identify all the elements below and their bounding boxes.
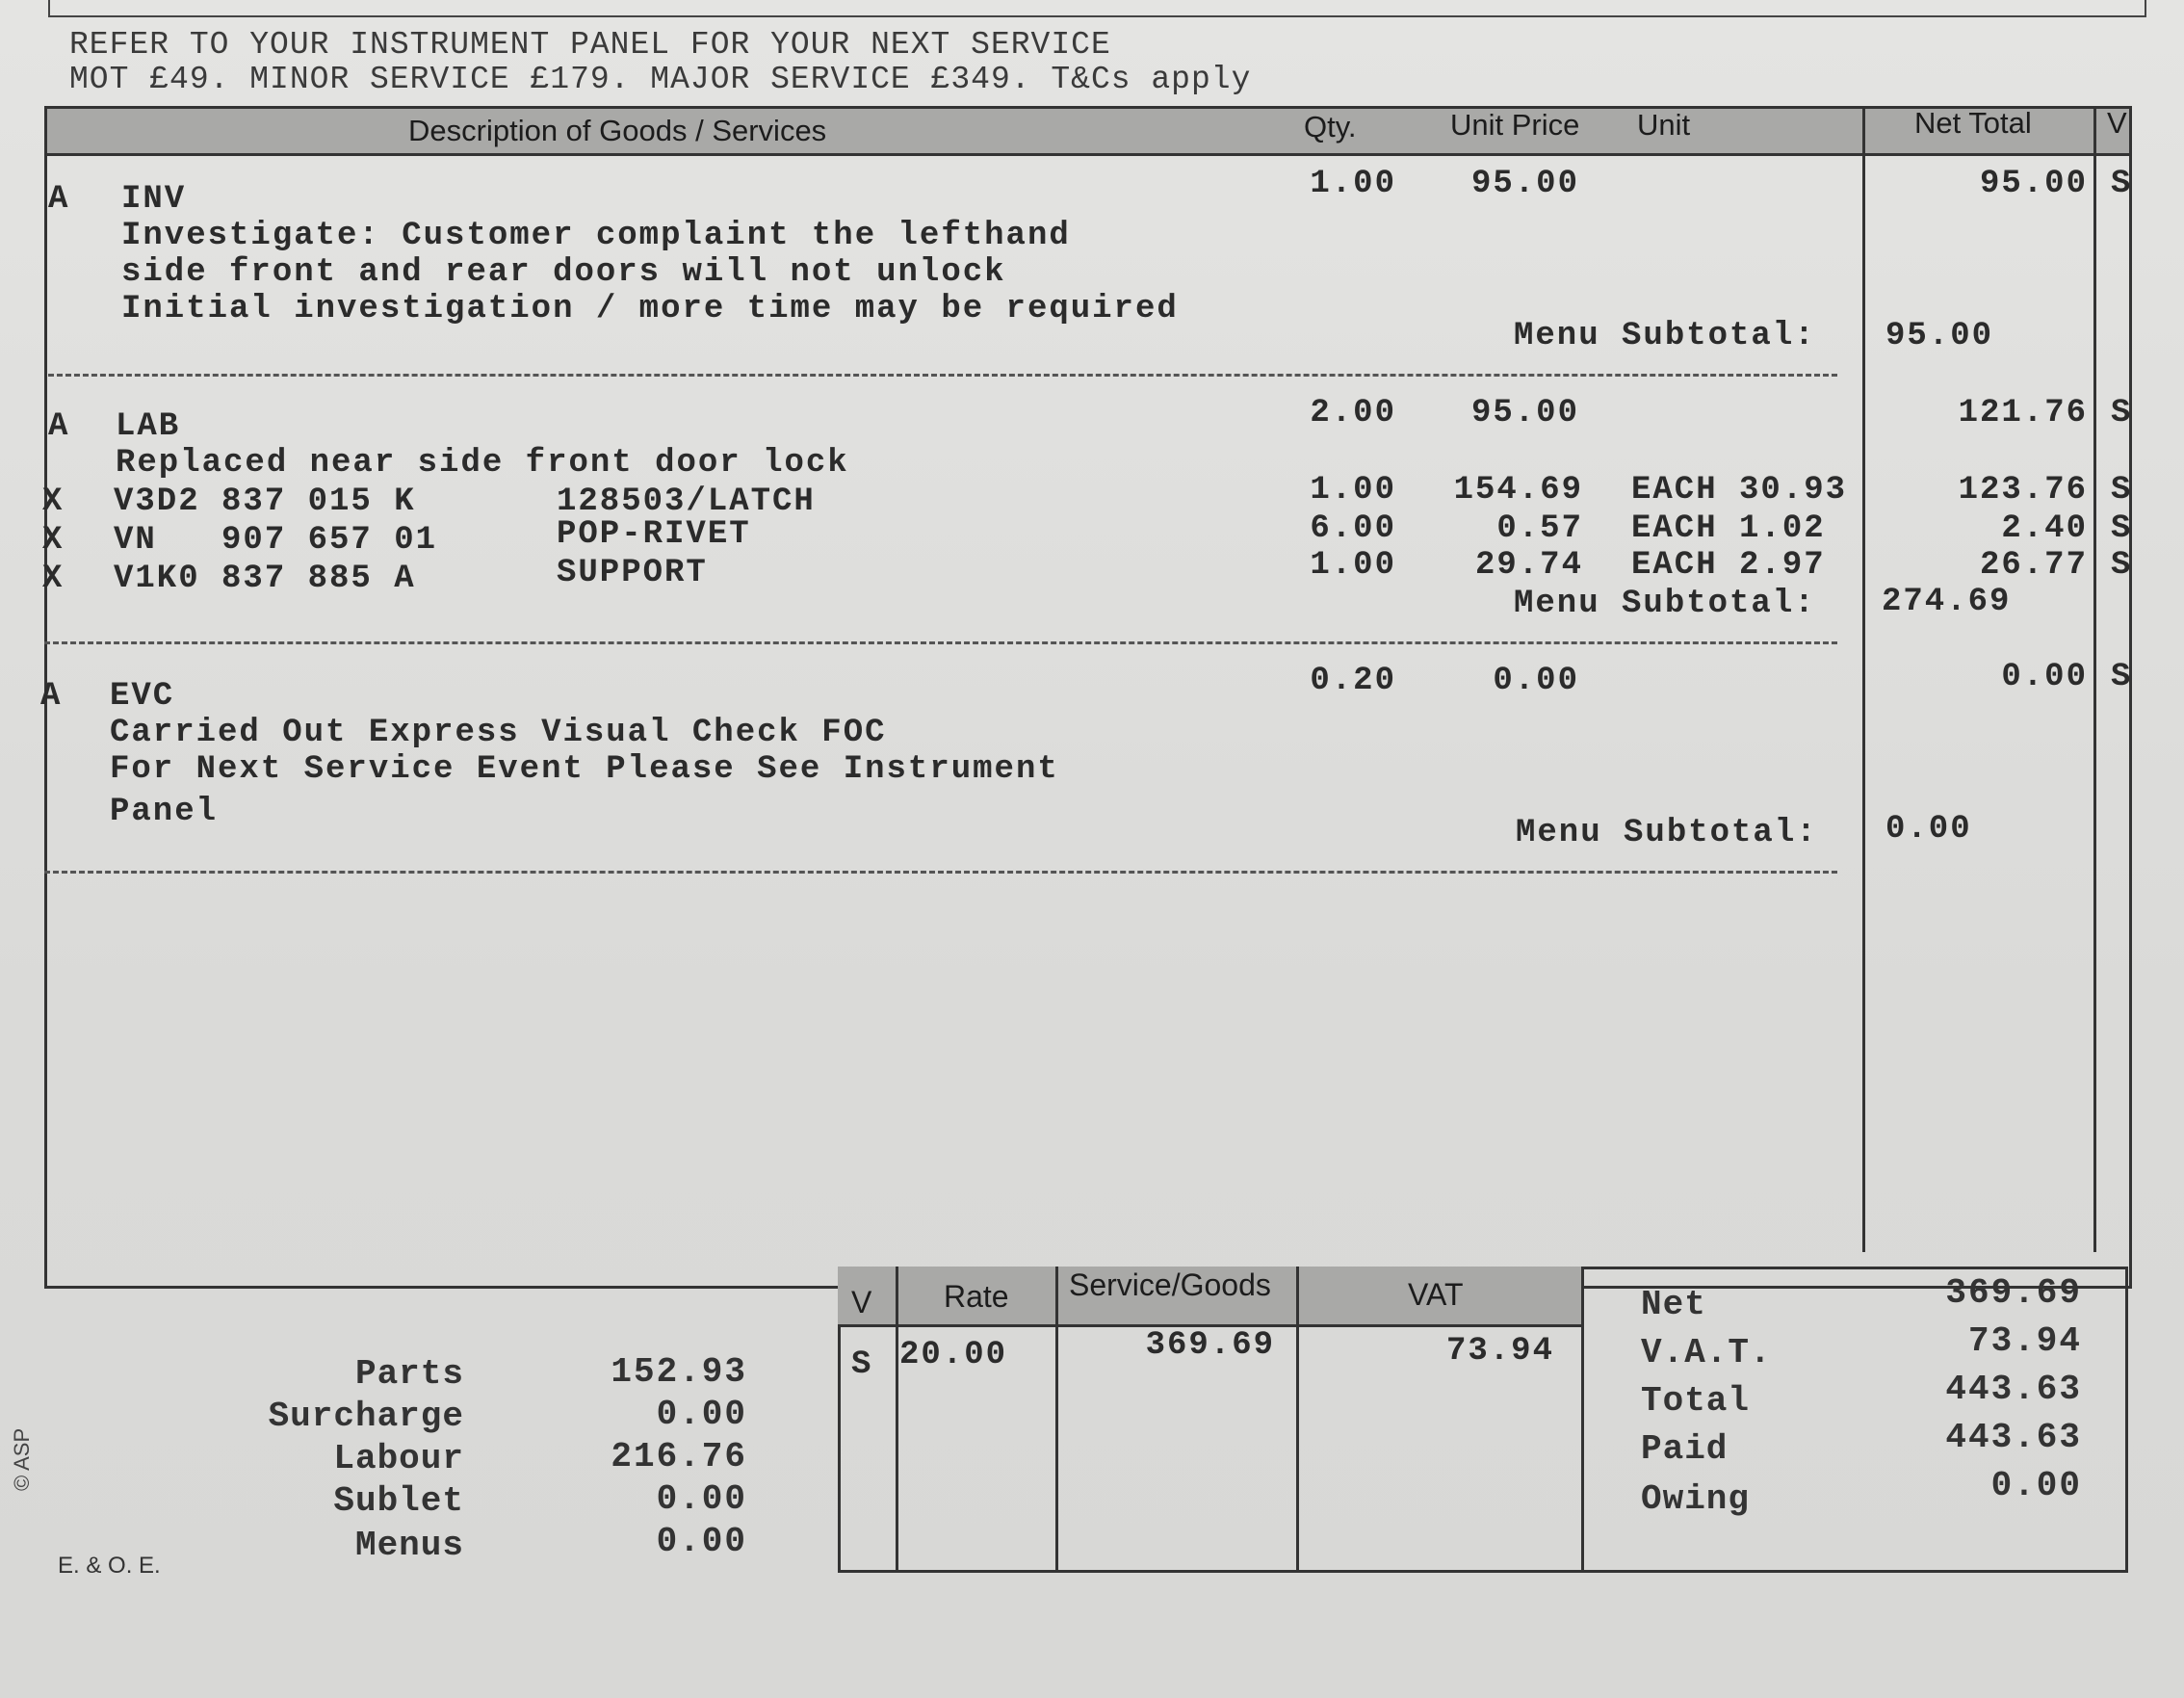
table-header-bar bbox=[44, 106, 2132, 156]
summary-value: 152.93 bbox=[611, 1352, 747, 1392]
vat-column-rule bbox=[1055, 1267, 1058, 1573]
unit-price-value: 0.00 bbox=[1493, 663, 1579, 699]
section-title: EVC bbox=[110, 678, 175, 715]
totals-label: Owing bbox=[1641, 1479, 1751, 1519]
totals-label: Total bbox=[1641, 1381, 1751, 1421]
net-total-value: 95.00 bbox=[1979, 166, 2088, 202]
section-title: LAB bbox=[116, 408, 181, 445]
totals-value: 73.94 bbox=[1967, 1321, 2082, 1361]
summary-value: 0.00 bbox=[656, 1395, 747, 1434]
section-line: Replaced near side front door lock bbox=[116, 445, 849, 482]
part-description: 128503/LATCH bbox=[557, 483, 816, 520]
section-code: A bbox=[48, 181, 70, 218]
net-total-value: 121.76 bbox=[1958, 395, 2088, 431]
header-v: V bbox=[2107, 106, 2127, 140]
vat-code: S bbox=[2111, 659, 2133, 695]
vat-column-rule bbox=[1296, 1267, 1299, 1573]
part-code: X bbox=[42, 522, 65, 559]
section-code: A bbox=[48, 408, 70, 445]
summary-value: 216.76 bbox=[611, 1437, 747, 1476]
vat-header-service-goods: Service/Goods bbox=[1069, 1267, 1271, 1302]
net-total-column-rule bbox=[1862, 106, 1865, 1252]
menu-subtotal-label: Menu Subtotal: bbox=[1516, 815, 1818, 851]
part-unit-price: 154.69 bbox=[1453, 472, 1583, 509]
part-code: X bbox=[42, 561, 65, 597]
part-net-total: 26.77 bbox=[1979, 547, 2088, 584]
section-line: Investigate: Customer complaint the lefthand bbox=[121, 218, 1071, 254]
header-description: Description of Goods / Services bbox=[408, 114, 827, 147]
vat-column-rule bbox=[896, 1267, 898, 1573]
totals-value: 443.63 bbox=[1945, 1370, 2082, 1409]
unit-price-value: 95.00 bbox=[1470, 395, 1579, 431]
summary-value: 0.00 bbox=[656, 1522, 747, 1561]
menu-subtotal-value: 95.00 bbox=[1885, 318, 1994, 354]
menu-subtotal-value: 274.69 bbox=[1882, 584, 2012, 620]
header-unit-price: Unit Price bbox=[1450, 108, 1580, 142]
section-line: For Next Service Event Please See Instrument bbox=[110, 751, 1059, 788]
part-vat-code: S bbox=[2111, 510, 2133, 547]
vat-code: S bbox=[2111, 166, 2133, 202]
part-qty: 6.00 bbox=[1310, 510, 1396, 547]
section-line: Panel bbox=[110, 794, 219, 830]
section-line: Carried Out Express Visual Check FOC bbox=[110, 715, 887, 751]
totals-label: V.A.T. bbox=[1641, 1333, 1772, 1372]
part-unit-price: 29.74 bbox=[1474, 547, 1583, 584]
vat-row-rate: 20.00 bbox=[899, 1337, 1008, 1373]
summary-label: Surcharge bbox=[268, 1397, 464, 1436]
totals-label: Net bbox=[1641, 1285, 1706, 1324]
menu-subtotal-label: Menu Subtotal: bbox=[1514, 318, 1816, 354]
qty-value: 0.20 bbox=[1310, 663, 1396, 699]
part-number: VN 907 657 01 bbox=[114, 522, 438, 559]
menu-subtotal-label: Menu Subtotal: bbox=[1514, 586, 1816, 622]
header-unit: Unit bbox=[1637, 108, 1691, 142]
qty-value: 2.00 bbox=[1310, 395, 1396, 431]
copyright-mark: © ASP bbox=[10, 1427, 34, 1491]
section-divider bbox=[44, 641, 1837, 644]
part-unit: EACH 2.97 bbox=[1631, 547, 1826, 584]
part-description: SUPPORT bbox=[557, 555, 708, 591]
v-column-rule bbox=[2093, 106, 2096, 1252]
vat-row-service-goods: 369.69 bbox=[1145, 1327, 1275, 1364]
part-description: POP-RIVET bbox=[557, 516, 751, 553]
service-notice-line2: MOT £49. MINOR SERVICE £179. MAJOR SERVICE £349. T&Cs apply bbox=[69, 62, 1252, 97]
summary-label: Menus bbox=[354, 1526, 464, 1565]
part-unit-price: 0.57 bbox=[1496, 510, 1583, 547]
service-notice-line1: REFER TO YOUR INSTRUMENT PANEL FOR YOUR NEXT SERVICE bbox=[69, 27, 1111, 63]
section-code: A bbox=[40, 678, 63, 715]
eoe-disclaimer: E. & O. E. bbox=[58, 1553, 161, 1579]
part-net-total: 2.40 bbox=[2001, 510, 2088, 547]
net-total-value: 0.00 bbox=[2001, 659, 2088, 695]
totals-value: 0.00 bbox=[1990, 1466, 2082, 1505]
vat-code: S bbox=[2111, 395, 2133, 431]
summary-label: Parts bbox=[354, 1354, 464, 1394]
top-frame-edge bbox=[48, 0, 2146, 17]
totals-value: 443.63 bbox=[1945, 1418, 2082, 1457]
part-qty: 1.00 bbox=[1310, 547, 1396, 584]
summary-label: Sublet bbox=[333, 1481, 464, 1521]
section-divider bbox=[44, 871, 1837, 874]
totals-label: Paid bbox=[1641, 1429, 1729, 1469]
header-qty: Qty. bbox=[1304, 110, 1357, 144]
vat-row-vat: 73.94 bbox=[1445, 1333, 1554, 1370]
section-line: Initial investigation / more time may be required bbox=[121, 291, 1179, 327]
part-unit: EACH 1.02 bbox=[1631, 510, 1826, 547]
summary-value: 0.00 bbox=[656, 1479, 747, 1519]
part-unit: EACH 30.93 bbox=[1631, 472, 1848, 509]
totals-value: 369.69 bbox=[1945, 1273, 2082, 1313]
summary-label: Labour bbox=[333, 1439, 464, 1478]
part-vat-code: S bbox=[2111, 547, 2133, 584]
section-line: side front and rear doors will not unlock bbox=[121, 254, 1006, 291]
menu-subtotal-value: 0.00 bbox=[1885, 811, 1972, 848]
section-title: INV bbox=[121, 181, 187, 218]
vat-header-rate: Rate bbox=[944, 1279, 1009, 1314]
part-net-total: 123.76 bbox=[1958, 472, 2088, 509]
part-number: V1K0 837 885 A bbox=[114, 561, 416, 597]
part-number: V3D2 837 015 K bbox=[114, 483, 416, 520]
part-code: X bbox=[42, 483, 65, 520]
vat-row-v: S bbox=[851, 1346, 873, 1383]
unit-price-value: 95.00 bbox=[1470, 166, 1579, 202]
header-net-total: Net Total bbox=[1914, 106, 2032, 140]
vat-header-v: V bbox=[851, 1285, 872, 1319]
part-qty: 1.00 bbox=[1310, 472, 1396, 509]
vat-header-vat: VAT bbox=[1408, 1277, 1464, 1312]
part-vat-code: S bbox=[2111, 472, 2133, 509]
qty-value: 1.00 bbox=[1310, 166, 1396, 202]
section-divider bbox=[48, 374, 1837, 377]
vat-column-rule bbox=[1581, 1267, 1584, 1573]
